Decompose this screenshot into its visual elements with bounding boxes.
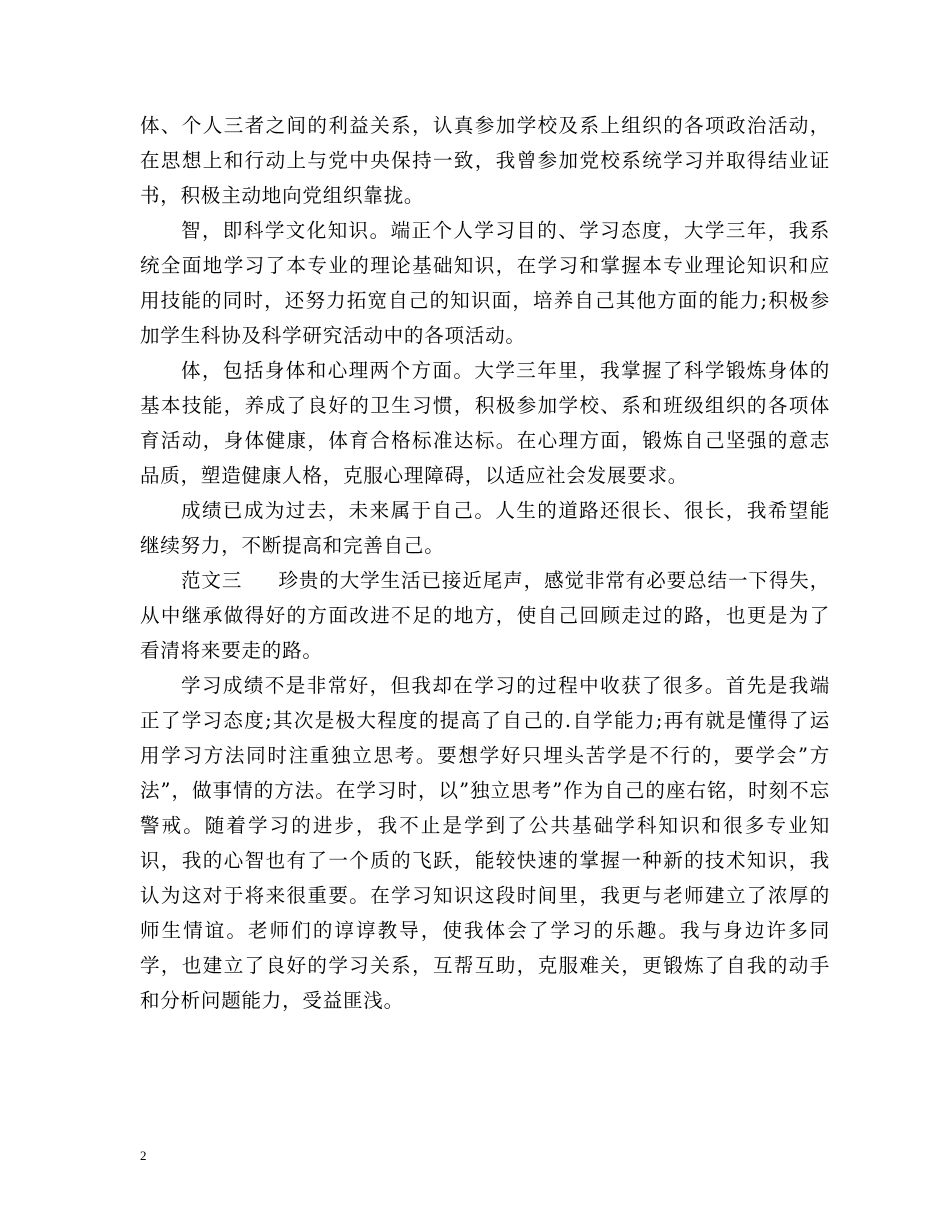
paragraph-sample-three <box>140 563 830 668</box>
page-number: 2 <box>140 1148 147 1163</box>
paragraph-future: 成绩已成为过去，未来属于自己。人生的道路还很长、很长，我希望能继续努力，不断提高和完善自己。 <box>140 499 830 557</box>
paragraph-intellect: 智，即科学文化知识。端正个人学习目的、学习态度，大学三年，我系统全面地学习了本专业的理论基础知识，在学习和掌握本专业理论知识和应用技能的同时，还努力拓宽自己的知识面，培养自己其他方面的能力;积极参加学生科协及科学研究活动中的各项活动。 <box>140 219 830 347</box>
paragraph-politics: 体、个人三者之间的利益关系，认真参加学校及系上组织的各项政治活动，在思想上和行动上与党中央保持一致，我曾参加党校系统学习并取得结业证书，积极主动地向党组织靠拢。 <box>140 114 830 207</box>
paragraph-physical: 体，包括身体和心理两个方面。大学三年里，我掌握了科学锻炼身体的基本技能，养成了良好的卫生习惯，积极参加学校、系和班级组织的各项体育活动，身体健康，体育合格标准达标。在心理方面，锻炼自己坚强的意志品质，塑造健康人格，克服心理障碍，以适应社会发展要求。 <box>140 359 830 487</box>
sample-three-text: 珍贵的大学生活已接近尾声，感觉非常有必要总结一下得失，从中继承做得好的方面改进不足的地方，使自己回顾走过的路，也更是为了看清将来要走的路。 <box>140 569 830 662</box>
document-body <box>140 108 830 1018</box>
sample-label: 范文三 <box>181 569 243 592</box>
paragraph-study-gains: 学习成绩不是非常好，但我却在学习的过程中收获了很多。首先是我端正了学习态度;其次是极大程度的提高了自己的.自学能力;再有就是懂得了运用学习方法同时注重独立思考。要想学好只埋头苦学是不行的，要学会”方法”，做事情的方法。在学习时，以”独立思考”作为自己的座右铭，时刻不忘警戒。随着学习的进步，我不止是学到了公共基础学科知识和很多专业知识，我的心智也有了一个质的飞跃，能较快速的掌握一种新的技术知识，我认为这对于将来很重要。在学习知识这段时间里，我更与老师建立了浓厚的师生情谊。老师们的谆谆教导，使我体会了学习的乐趣。我与身边许多同学，也建立了良好的学习关系，互帮互助，克服难关，更锻炼了自我的动手和分析问题能力，受益匪浅。 <box>140 674 830 1012</box>
